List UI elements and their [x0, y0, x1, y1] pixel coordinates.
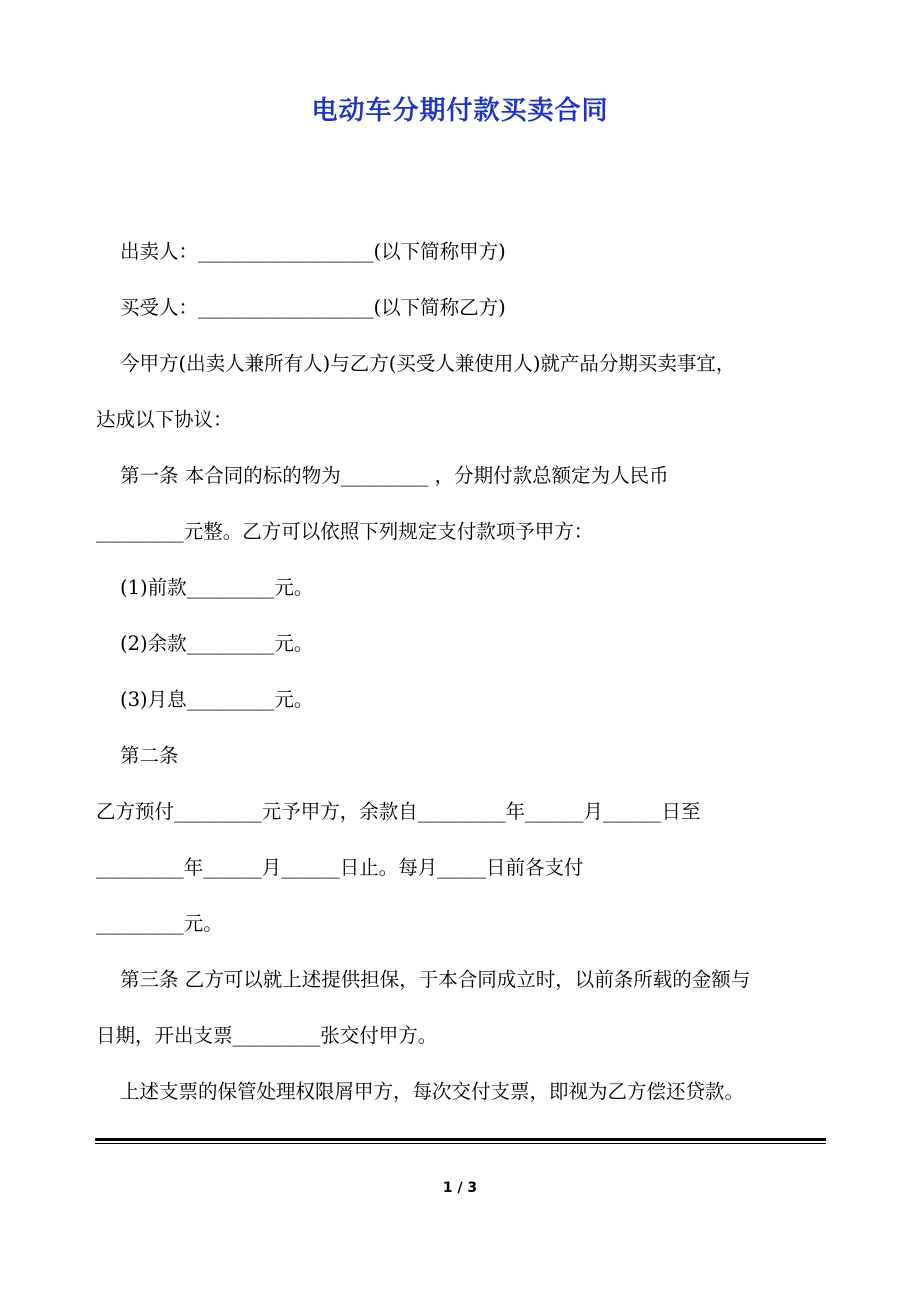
article-two-line-2: _________年______月______日止。每月_____日前各支付: [96, 856, 584, 879]
article-one-line-1: 第一条 本合同的标的物为_________ ，分期付款总额定为人民币: [120, 464, 669, 487]
article-two-line-3: _________元。: [96, 912, 223, 935]
article-two-heading: 第二条: [120, 744, 179, 767]
article-three-line-1: 第三条 乙方可以就上述提供担保，于本合同成立时，以前条所载的金额与: [120, 968, 751, 991]
buyer-line: 买受人：__________________(以下简称乙方): [120, 296, 506, 319]
article-two-line-1: 乙方预付_________元予甲方，余款自_________年______月______日至: [96, 800, 701, 823]
monthly-interest-item: (3)月息_________元。: [120, 688, 314, 711]
footer-divider: [95, 1138, 826, 1141]
balance-item: (2)余款_________元。: [120, 632, 314, 655]
contract-body: [96, 232, 826, 1128]
seller-line: 出卖人：__________________(以下简称甲方): [120, 240, 506, 263]
page-number: 1 / 3: [442, 1180, 478, 1196]
article-three-line-2: 日期，开出支票_________张交付甲方。: [96, 1024, 438, 1047]
cheque-custody-line: 上述支票的保管处理权限屑甲方，每次交付支票，即视为乙方偿还贷款。: [120, 1080, 745, 1103]
intro-paragraph-line-2: 达成以下协议：: [96, 408, 233, 431]
intro-paragraph-line-1: 今甲方(出卖人兼所有人)与乙方(买受人兼使用人)就产品分期买卖事宜，: [120, 352, 736, 375]
down-payment-item: (1)前款_________元。: [120, 576, 314, 599]
page-title: 电动车分期付款买卖合同: [311, 96, 609, 126]
footer-divider-thin: [95, 1143, 826, 1144]
article-one-line-2: _________元整。乙方可以依照下列规定支付款项予甲方：: [96, 520, 594, 543]
